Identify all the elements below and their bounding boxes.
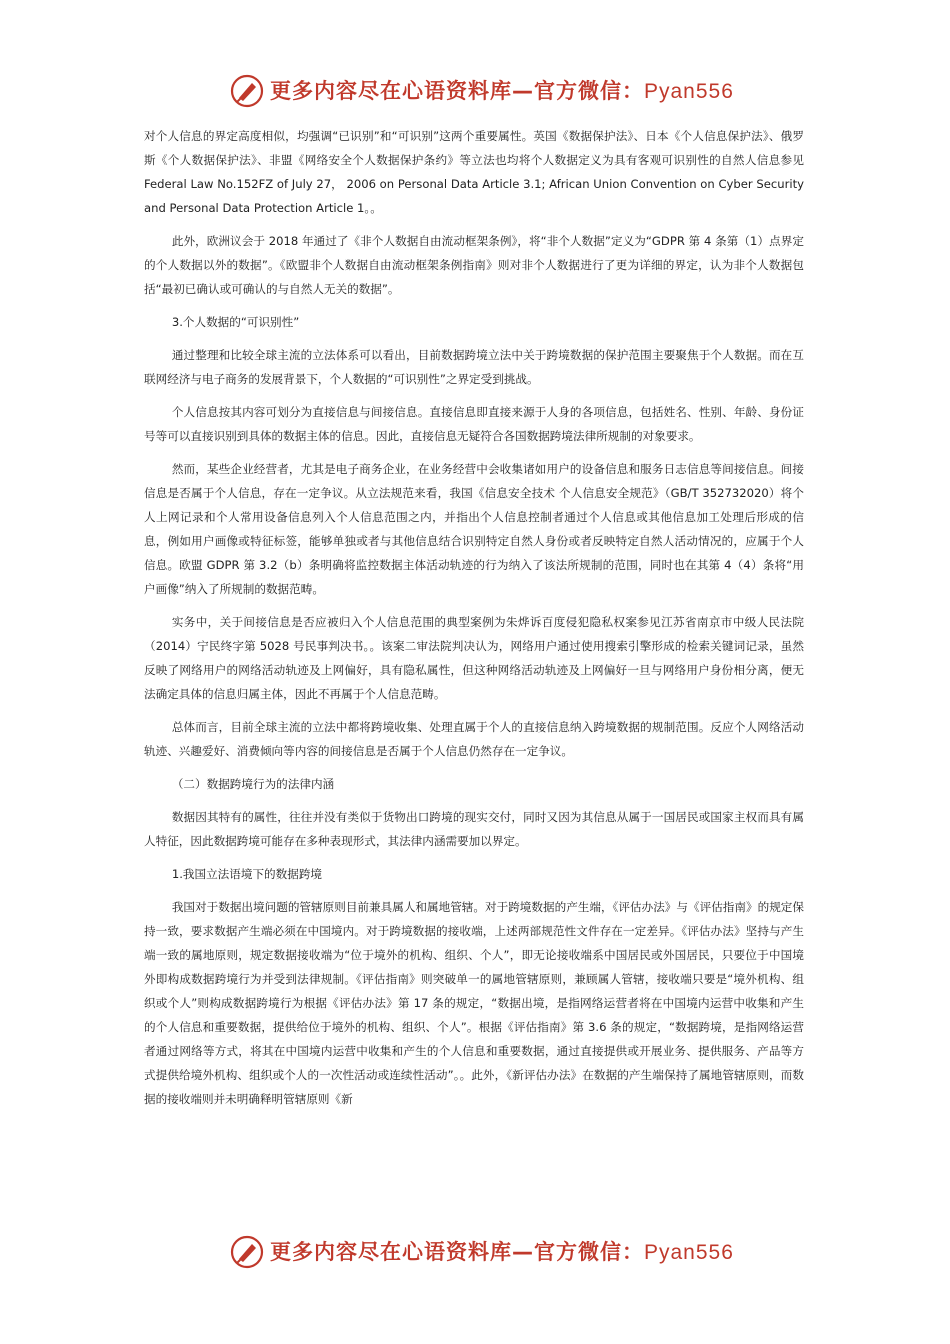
banner-slogan: 更多内容尽在心语资料库—官方微信： xyxy=(270,79,644,103)
banner-text xyxy=(270,1237,734,1268)
document-body xyxy=(144,124,804,1111)
paragraph: 通过整理和比较全球主流的立法体系可以看出，目前数据跨境立法中关于跨境数据的保护范围主要聚焦于个人数据。而在互联网经济与电子商务的发展背景下，个人数据的“可识别性”之界定受到挑战。 xyxy=(144,348,804,386)
brand-logo-icon xyxy=(230,1235,264,1269)
paragraph: 对个人信息的界定高度相似，均强调“已识别”和“可识别”这两个重要属性。英国《数据保护法》、日本《个人信息保护法》、俄罗斯《个人数据保护法》、非盟《网络安全个人数据保护条约》等立法也均将个人数据定义为具有客观可识别性的自然人信息参见 Federal Law No.152FZ of July 27， 2006 on Personal Data Article 3.1; African Union Convention on Cyber Security and Personal Data Protection Article 1。。 xyxy=(144,129,804,215)
section-heading: （二）数据跨境行为的法律内涵 xyxy=(171,777,335,791)
paragraph: 个人信息按其内容可划分为直接信息与间接信息。直接信息即直接来源于人身的各项信息，包括姓名、性别、年龄、身份证号等可以直接识别到具体的数据主体的信息。因此，直接信息无疑符合各国数据跨境法律所规制的对象要求。 xyxy=(144,405,804,443)
paragraph: 数据因其特有的属性，往往并没有类似于货物出口跨境的现实交付，同时又因为其信息从属于一国居民或国家主权而具有属人特征，因此数据跨境可能存在多种表现形式，其法律内涵需要加以界定。 xyxy=(144,810,804,848)
paragraph: 然而，某些企业经营者，尤其是电子商务企业，在业务经营中会收集诸如用户的设备信息和服务日志信息等间接信息。间接信息是否属于个人信息，存在一定争议。从立法规范来看，我国《信息安全技术 个人信息安全规范》（GB/T 352732020）将个人上网记录和个人常用设备信息列入个人信息范围之内，并指出个人信息控制者通过个人信息或其他信息加工处理后形成的信息，例如用户画像或特征标签，能够单独或者与其他信息结合识别特定自然人身份或者反映特定自然人活动情况的，应属于个人信息。欧盟 GDPR 第 3.2（b）条明确将监控数据主体活动轨迹的行为纳入了该法所规制的范围，同时也在其第 4（4）条将“用户画像”纳入了所规制的数据范畴。 xyxy=(144,462,804,596)
paragraph: 我国对于数据出境问题的管辖原则目前兼具属人和属地管辖。对于跨境数据的产生端，《评估办法》与《评估指南》的规定保持一致，要求数据产生端必须在中国境内。对于跨境数据的接收端，上述两部规范性文件存在一定差异。《评估办法》坚持与产生端一致的属地原则，规定数据接收端为“位于境外的机构、组织、个人”，即无论接收端系中国居民或外国居民，只要位于中国境外即构成数据跨境行为并受到法律规制。《评估指南》则突破单一的属地管辖原则，兼顾属人管辖，接收端只要是“境外机构、组织或个人”则构成数据跨境行为根据《评估办法》第 17 条的规定，“数据出境，是指网络运营者将在中国境内运营中收集和产生的个人信息和重要数据，提供给位于境外的机构、组织、个人”。根据《评估指南》第 3.6 条的规定，“数据跨境，是指网络运营者通过网络等方式，将其在中国境内运营中收集和产生的个人信息和重要数据，通过直接提供或开展业务、提供服务、产品等方式提供给境外机构、组织或个人的一次性活动或连续性活动”。。此外，《新评估办法》在数据的产生端保持了属地管辖原则，而数据的接收端则并未明确释明管辖原则《新 xyxy=(144,900,804,1106)
banner-wechat-handle: Pyan556 xyxy=(644,1241,734,1264)
section-heading: 3.个人数据的“可识别性” xyxy=(171,315,300,329)
header-banner xyxy=(0,72,950,112)
section-heading: 1.我国立法语境下的数据跨境 xyxy=(171,867,323,881)
paragraph: 此外，欧洲议会于 2018 年通过了《非个人数据自由流动框架条例》，将“非个人数据”定义为“GDPR 第 4 条第（1）点界定的个人数据以外的数据”。《欧盟非个人数据自由流动框架条例指南》则对非个人数据进行了更为详细的界定，认为非个人数据包括“最初已确认或可确认的与自然人无关的数据”。 xyxy=(144,234,804,296)
footer-banner xyxy=(0,1233,950,1273)
banner-text xyxy=(270,76,734,107)
paragraph: 总体而言，目前全球主流的立法中都将跨境收集、处理直属于个人的直接信息纳入跨境数据的规制范围。反应个人网络活动轨迹、兴趣爱好、消费倾向等内容的间接信息是否属于个人信息仍然存在一定争议。 xyxy=(144,720,804,758)
paragraph: 实务中，关于间接信息是否应被归入个人信息范围的典型案例为朱烨诉百度侵犯隐私权案参见江苏省南京市中级人民法院（2014）宁民终字第 5028 号民事判决书。。该案二审法院判决认为，网络用户通过使用搜索引擎形成的检索关键词记录，虽然反映了网络用户的网络活动轨迹及上网偏好，具有隐私属性，但这种网络活动轨迹及上网偏好一旦与网络用户身份相分离，便无法确定具体的信息归属主体，因此不再属于个人信息范畴。 xyxy=(144,615,804,701)
banner-slogan: 更多内容尽在心语资料库—官方微信： xyxy=(270,1240,644,1264)
brand-logo-icon xyxy=(230,74,264,108)
banner-wechat-handle: Pyan556 xyxy=(644,80,734,103)
